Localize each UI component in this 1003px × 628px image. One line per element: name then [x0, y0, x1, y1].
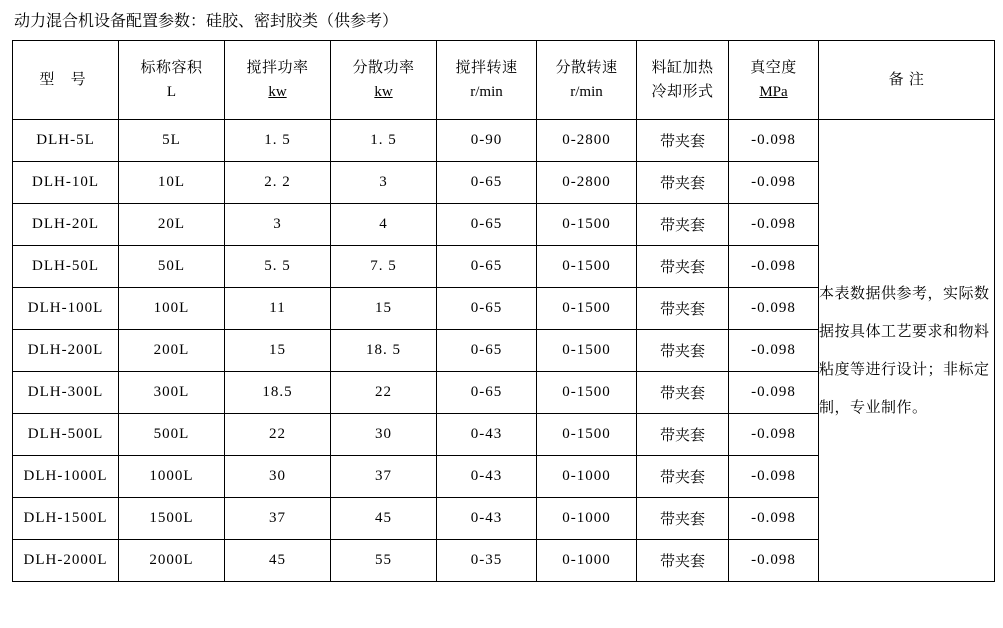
cell-dispersing-speed: 0-1500: [537, 288, 637, 330]
table-body: [13, 120, 995, 582]
cell-mixing-speed: 0-65: [437, 330, 537, 372]
cell-model: DLH-500L: [13, 414, 119, 456]
cell-mixing-power: 45: [225, 540, 331, 582]
cell-mixing-speed: 0-65: [437, 288, 537, 330]
header-unit-nominal-volume: L: [166, 84, 177, 100]
cell-dispersing-power: 45: [331, 498, 437, 540]
header-unit-dispersing-power: kw: [374, 84, 393, 100]
cell-heating: 带夹套: [637, 540, 729, 582]
cell-model: DLH-100L: [13, 288, 119, 330]
cell-model: DLH-20L: [13, 204, 119, 246]
cell-model: DLH-2000L: [13, 540, 119, 582]
header-unit-mixing-speed: r/min: [470, 84, 503, 100]
cell-model: DLH-1500L: [13, 498, 119, 540]
cell-volume: 200L: [119, 330, 225, 372]
cell-mixing-power: 11: [225, 288, 331, 330]
cell-vacuum: -0.098: [729, 204, 819, 246]
cell-dispersing-power: 4: [331, 204, 437, 246]
cell-mixing-speed: 0-35: [437, 540, 537, 582]
header-unit-mixing-power: kw: [268, 84, 287, 100]
cell-mixing-power: 5. 5: [225, 246, 331, 288]
cell-volume: 10L: [119, 162, 225, 204]
cell-model: DLH-1000L: [13, 456, 119, 498]
cell-heating: 带夹套: [637, 162, 729, 204]
header-cell-dispersing-speed: [537, 41, 637, 120]
cell-volume: 2000L: [119, 540, 225, 582]
cell-heating: 带夹套: [637, 330, 729, 372]
cell-dispersing-speed: 0-1500: [537, 330, 637, 372]
cell-heating: 带夹套: [637, 120, 729, 162]
cell-vacuum: -0.098: [729, 540, 819, 582]
cell-mixing-power: 22: [225, 414, 331, 456]
cell-vacuum: -0.098: [729, 498, 819, 540]
cell-dispersing-speed: 0-1500: [537, 372, 637, 414]
cell-model: DLH-200L: [13, 330, 119, 372]
specification-table: [12, 40, 995, 582]
cell-model: DLH-5L: [13, 120, 119, 162]
cell-dispersing-power: 3: [331, 162, 437, 204]
cell-mixing-power: 18.5: [225, 372, 331, 414]
cell-heating: 带夹套: [637, 288, 729, 330]
cell-vacuum: -0.098: [729, 120, 819, 162]
cell-mixing-power: 37: [225, 498, 331, 540]
cell-dispersing-power: 30: [331, 414, 437, 456]
cell-mixing-speed: 0-43: [437, 498, 537, 540]
header-label-dispersing-speed: 分散转速: [555, 59, 618, 76]
cell-mixing-power: 30: [225, 456, 331, 498]
cell-volume: 20L: [119, 204, 225, 246]
cell-mixing-speed: 0-43: [437, 414, 537, 456]
cell-volume: 5L: [119, 120, 225, 162]
cell-vacuum: -0.098: [729, 414, 819, 456]
cell-model: DLH-10L: [13, 162, 119, 204]
cell-heating: 带夹套: [637, 498, 729, 540]
cell-dispersing-power: 22: [331, 372, 437, 414]
header-label-dispersing-power: 分散功率: [352, 59, 415, 76]
remark-text: 本表数据供参考，实际数据按具体工艺要求和物料粘度等进行设计；非标定制，专业制作。: [819, 284, 990, 416]
cell-vacuum: -0.098: [729, 162, 819, 204]
cell-dispersing-speed: 0-1500: [537, 246, 637, 288]
cell-vacuum: -0.098: [729, 288, 819, 330]
cell-dispersing-speed: 0-1000: [537, 540, 637, 582]
header-row: [13, 41, 995, 120]
cell-mixing-speed: 0-65: [437, 162, 537, 204]
header-cell-model: [13, 41, 119, 120]
cell-dispersing-speed: 0-1500: [537, 204, 637, 246]
cell-heating: 带夹套: [637, 414, 729, 456]
cell-mixing-speed: 0-90: [437, 120, 537, 162]
cell-dispersing-speed: 0-2800: [537, 162, 637, 204]
cell-dispersing-speed: 0-1000: [537, 456, 637, 498]
cell-remark: [819, 120, 995, 582]
header-cell-heating-cooling: [637, 41, 729, 120]
cell-heating: 带夹套: [637, 204, 729, 246]
cell-dispersing-power: 55: [331, 540, 437, 582]
header-label-nominal-volume: 标称容积: [140, 59, 203, 76]
header-unit-dispersing-speed: r/min: [570, 84, 603, 100]
cell-dispersing-speed: 0-1500: [537, 414, 637, 456]
cell-model: DLH-50L: [13, 246, 119, 288]
header-label-vacuum-degree: 真空度: [750, 59, 797, 76]
cell-vacuum: -0.098: [729, 246, 819, 288]
header-cell-mixing-speed: [437, 41, 537, 120]
cell-volume: 50L: [119, 246, 225, 288]
cell-vacuum: -0.098: [729, 456, 819, 498]
cell-dispersing-power: 18. 5: [331, 330, 437, 372]
header-label-heating-line1: 料缸加热: [651, 59, 714, 76]
cell-mixing-speed: 0-43: [437, 456, 537, 498]
cell-dispersing-power: 7. 5: [331, 246, 437, 288]
cell-mixing-power: 3: [225, 204, 331, 246]
header-cell-nominal-volume: [119, 41, 225, 120]
header-cell-remark: [819, 41, 995, 120]
cell-volume: 1500L: [119, 498, 225, 540]
cell-volume: 300L: [119, 372, 225, 414]
table-row: [13, 120, 995, 162]
cell-vacuum: -0.098: [729, 372, 819, 414]
cell-dispersing-power: 1. 5: [331, 120, 437, 162]
cell-mixing-power: 1. 5: [225, 120, 331, 162]
page-title: 动力混合机设备配置参数：硅胶、密封胶类（供参考）: [14, 13, 399, 30]
cell-dispersing-power: 37: [331, 456, 437, 498]
header-label-mixing-speed: 搅拌转速: [455, 59, 518, 76]
cell-volume: 100L: [119, 288, 225, 330]
cell-mixing-power: 15: [225, 330, 331, 372]
cell-mixing-speed: 0-65: [437, 204, 537, 246]
cell-dispersing-speed: 0-2800: [537, 120, 637, 162]
header-cell-vacuum-degree: [729, 41, 819, 120]
table-header: [13, 41, 995, 120]
cell-heating: 带夹套: [637, 246, 729, 288]
header-cell-mixing-power: [225, 41, 331, 120]
cell-heating: 带夹套: [637, 372, 729, 414]
cell-heating: 带夹套: [637, 456, 729, 498]
cell-mixing-speed: 0-65: [437, 246, 537, 288]
header-cell-dispersing-power: [331, 41, 437, 120]
cell-mixing-power: 2. 2: [225, 162, 331, 204]
header-label-mixing-power: 搅拌功率: [246, 59, 309, 76]
cell-dispersing-speed: 0-1000: [537, 498, 637, 540]
cell-volume: 1000L: [119, 456, 225, 498]
header-label-heating-line2: 冷却形式: [651, 83, 714, 100]
cell-dispersing-power: 15: [331, 288, 437, 330]
header-label-model: 型 号: [39, 71, 92, 88]
cell-model: DLH-300L: [13, 372, 119, 414]
cell-vacuum: -0.098: [729, 330, 819, 372]
cell-volume: 500L: [119, 414, 225, 456]
cell-mixing-speed: 0-65: [437, 372, 537, 414]
header-label-remark: 备 注: [888, 71, 925, 88]
header-unit-vacuum-degree: MPa: [759, 84, 788, 100]
